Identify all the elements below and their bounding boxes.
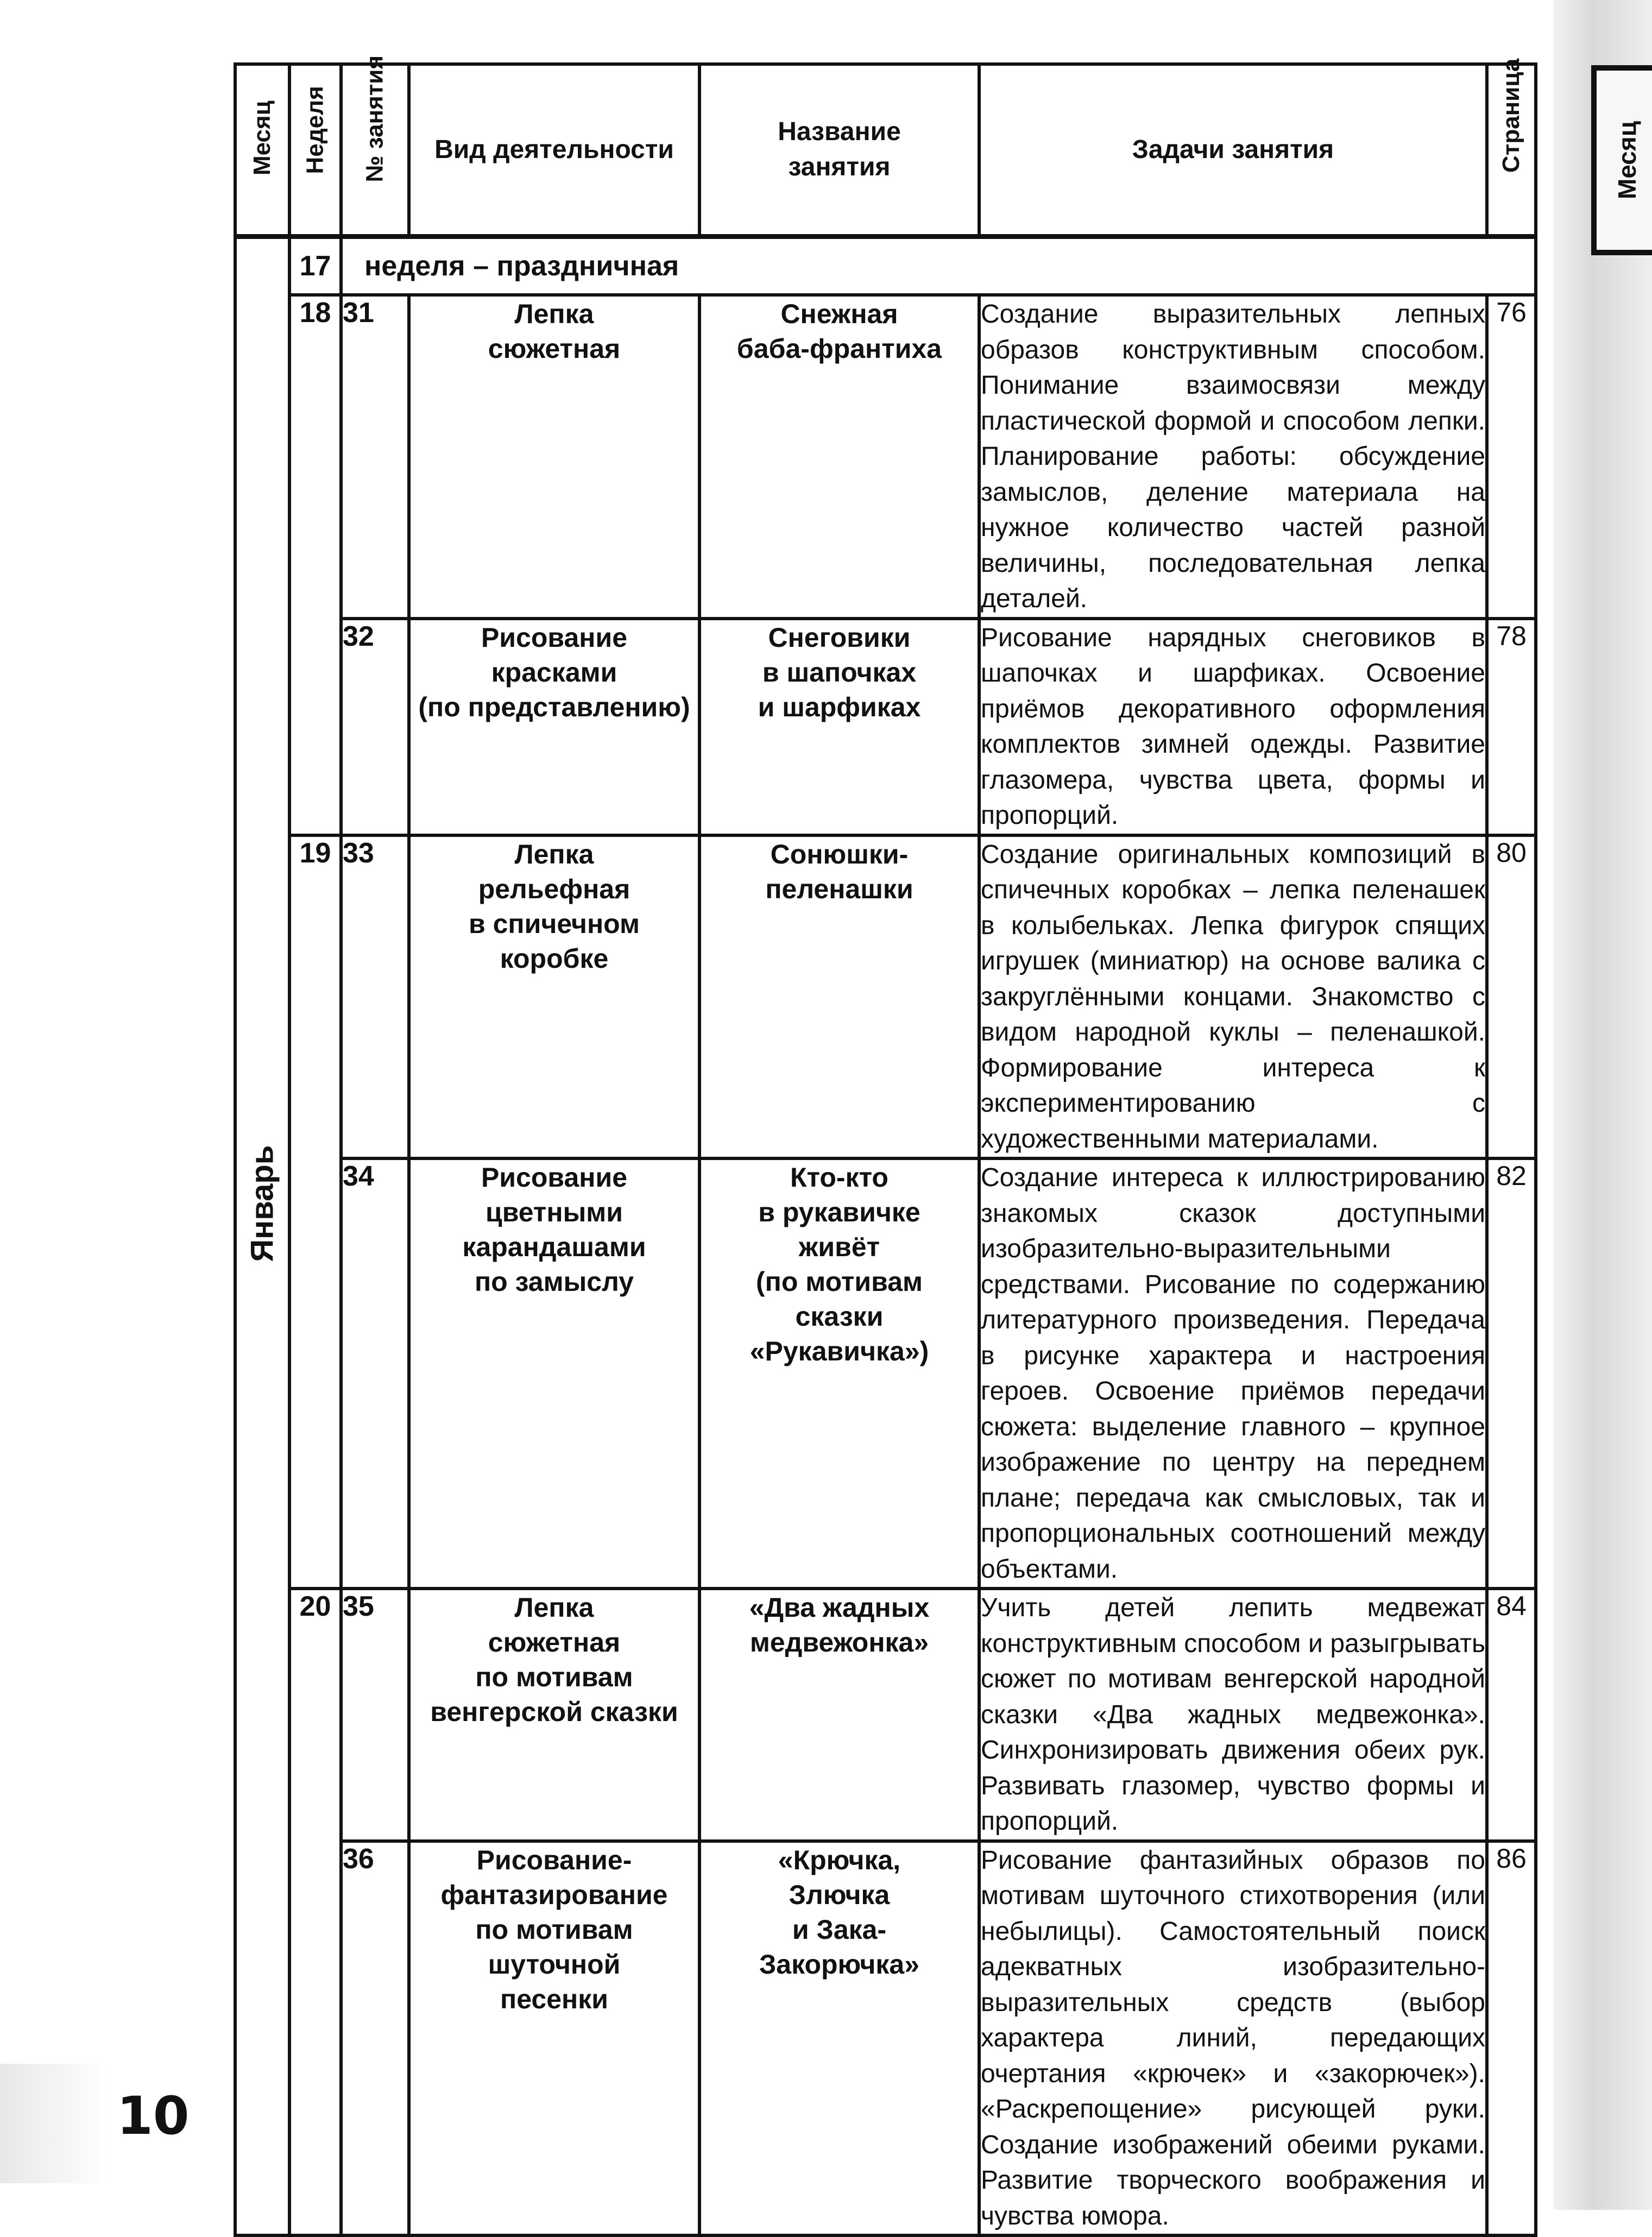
month-cell [235, 237, 289, 2236]
page-ref: 84 [1487, 1589, 1536, 1841]
header-tasks: Задачи занятия [979, 64, 1487, 237]
page-ref: 78 [1487, 619, 1536, 835]
header-week: Неделя [289, 64, 341, 237]
lesson-title: Сонюшки- пеленашки [699, 835, 979, 1159]
lesson-title: «Крючка, Злючка и Зака- Закорючка» [699, 1841, 979, 2236]
holiday-week-row [235, 237, 1536, 295]
month-label: Январь [244, 1145, 280, 1262]
lesson-title: Снежная баба-франтиха [699, 295, 979, 619]
table-row [235, 295, 1536, 619]
lesson-tasks: Создание оригинальных композиций в спичечных коробках – лепка пеленашек в колыбельках. Лепка фигурок спящих игрушек (миниатюр) на основе валика с закруглёнными концами. Знакомство с видом народной куклы – пеленашкой. Формирование интереса к экспериментированию с художественными материалами. [979, 835, 1487, 1159]
week-number: 20 [289, 1589, 341, 2235]
activity-type: Рисование цветными карандашами по замыслу [409, 1158, 699, 1589]
page-corner-shade [0, 2064, 109, 2183]
lesson-plan-table [234, 55, 1537, 2237]
table-row [235, 835, 1536, 1159]
lesson-tasks: Рисование фантазийных образов по мотивам шуточного стихотворения (или небылицы). Самостоятельный поиск адекватных изобразительно-выразительных средств (выбор характера линий, передающих очертания «крючек» и «закорючек»). «Раскрепощение» рисующей руки. Создание изображений обеими руками. Развитие творческого воображения и чувства юмора. [979, 1841, 1487, 2236]
lesson-title: Снеговики в шапочках и шарфиках [699, 619, 979, 835]
week-number: 17 [289, 237, 341, 295]
next-page-month-label: Месяц [1613, 121, 1641, 199]
table-row [235, 1841, 1536, 2236]
lesson-number: 33 [341, 835, 409, 1159]
header-title: Название занятия [699, 64, 979, 237]
table-header-row [235, 64, 1536, 237]
lesson-number: 32 [341, 619, 409, 835]
lesson-number: 36 [341, 1841, 409, 2236]
next-page-month-tab [1591, 65, 1652, 255]
table-row [235, 1158, 1536, 1589]
header-lesson-no: № занятия [341, 64, 409, 237]
header-page: Страница [1487, 64, 1536, 237]
activity-type: Рисование- фантазирование по мотивам шуточной песенки [409, 1841, 699, 2236]
page-ref: 76 [1487, 295, 1536, 619]
activity-type: Лепка рельефная в спичечном коробке [409, 835, 699, 1159]
holiday-week-text: неделя – праздничная [341, 237, 1536, 295]
lesson-tasks: Учить детей лепить медвежат конструктивным способом и разыгрывать сюжет по мотивам венгерской народной сказки «Два жадных медвежонка». Синхронизировать движения обеих рук. Развивать глазомер, чувство формы и пропорций. [979, 1589, 1487, 1841]
lesson-tasks: Создание интереса к иллюстрированию знакомых сказок доступными изобразительно-выразительными средствами. Рисование по содержанию литературного произведения. Передача в рисунке характера и настроения героев. Освоение приёмов передачи сюжета: выделение главного – крупное изображение по центру на переднем плане; передача как смысловых, так и пропорциональных соотношений между объектами. [979, 1158, 1487, 1589]
table-row [235, 1589, 1536, 1841]
page-ref: 80 [1487, 835, 1536, 1159]
page-number: 10 [117, 2085, 190, 2146]
header-activity: Вид деятельности [409, 64, 699, 237]
lesson-title: «Два жадных медвежонка» [699, 1589, 979, 1841]
activity-type: Лепка сюжетная [409, 295, 699, 619]
lesson-number: 31 [341, 295, 409, 619]
week-number: 18 [289, 295, 341, 835]
table-row [235, 619, 1536, 835]
next-page-edge [1553, 0, 1652, 2210]
lesson-number: 35 [341, 1589, 409, 1841]
lesson-tasks: Рисование нарядных снеговиков в шапочках и шарфиках. Освоение приёмов декоративного оформления комплектов зимней одежды. Развитие глазомера, чувства цвета, формы и пропорций. [979, 619, 1487, 835]
lesson-number: 34 [341, 1158, 409, 1589]
page-ref: 86 [1487, 1841, 1536, 2236]
header-month: Месяц [235, 64, 289, 237]
lesson-title: Кто-кто в рукавичке живёт (по мотивам сказки «Рукавичка») [699, 1158, 979, 1589]
activity-type: Лепка сюжетная по мотивам венгерской сказки [409, 1589, 699, 1841]
page-ref: 82 [1487, 1158, 1536, 1589]
week-number: 19 [289, 835, 341, 1589]
lesson-tasks: Создание выразительных лепных образов конструктивным способом. Понимание взаимосвязи между пластической формой и способом лепки. Планирование работы: обсуждение замыслов, деление материала на нужное количество частей разной величины, последовательная лепка деталей. [979, 295, 1487, 619]
activity-type: Рисование красками (по представлению) [409, 619, 699, 835]
